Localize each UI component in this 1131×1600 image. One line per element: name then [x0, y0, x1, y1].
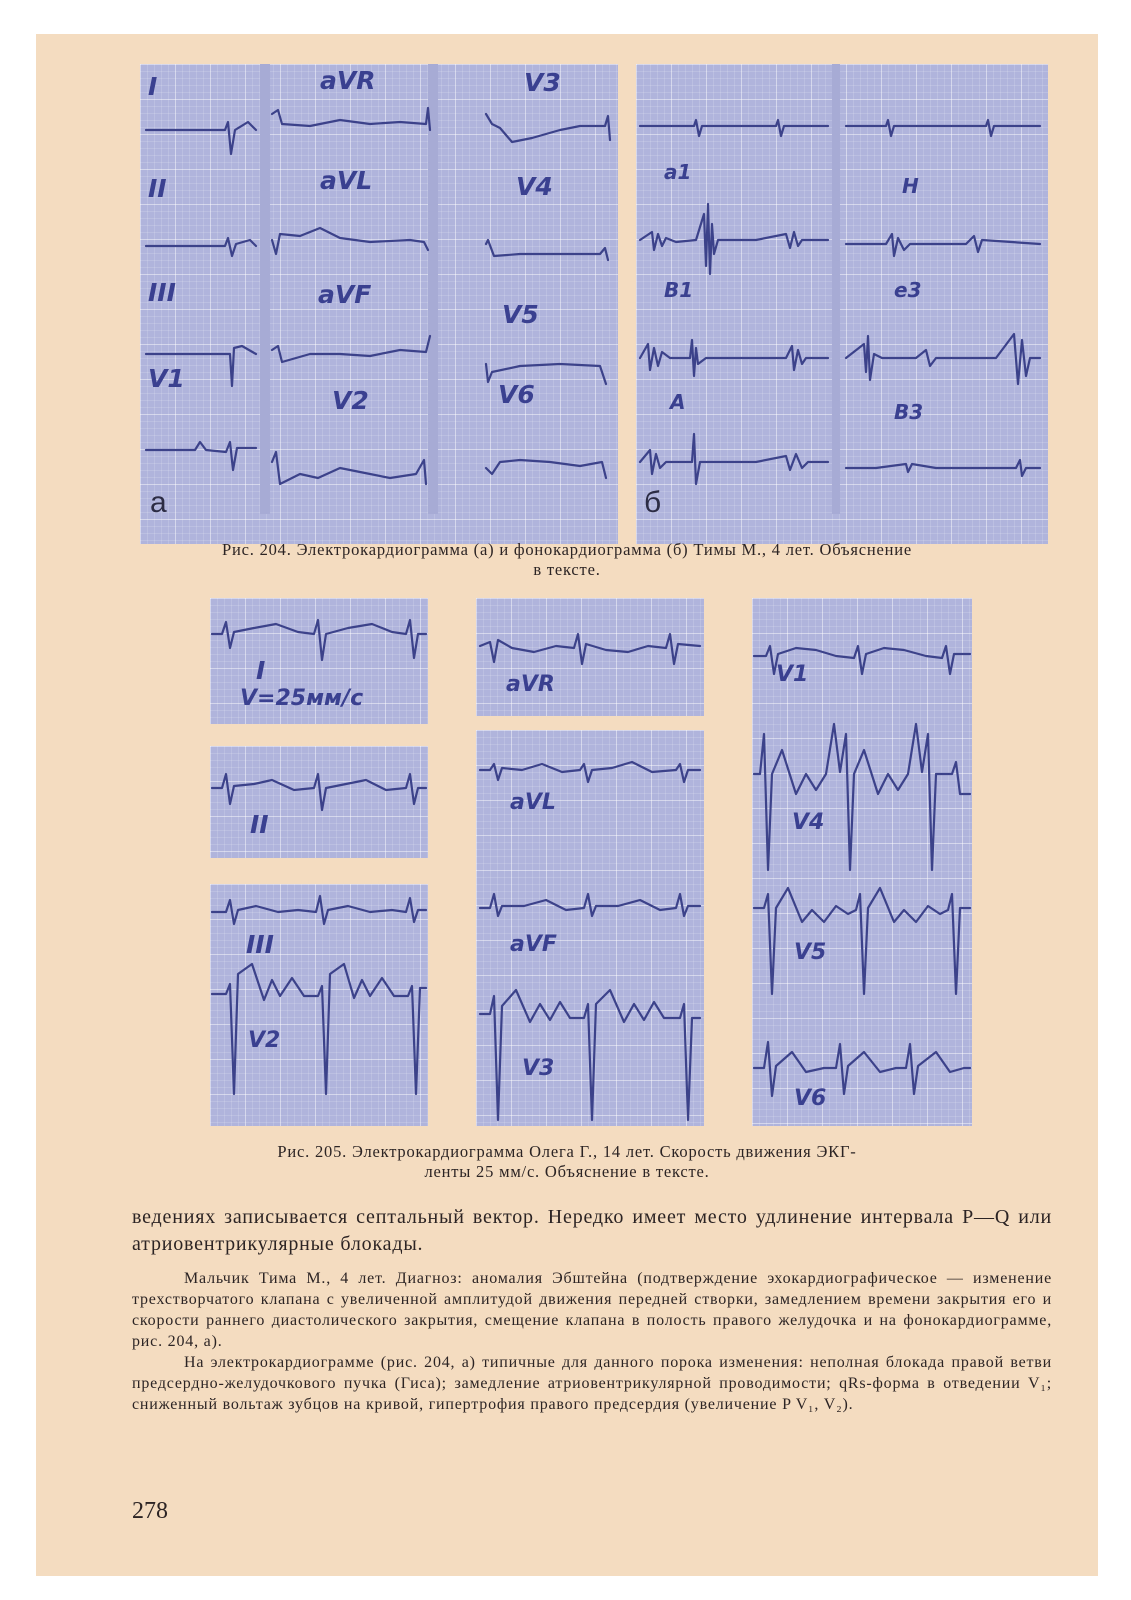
caption-204-line1: Рис. 204. Электрокардиограмма (а) и фонокардиограмма (б) Тимы М., 4 лет. Объяснение: [222, 540, 912, 559]
lead-label-A: A: [670, 390, 686, 414]
lead-label-a1: a1: [664, 160, 692, 184]
lead-label-V4-205: V4: [792, 810, 825, 835]
paragraph-case-description: Мальчик Тима М., 4 лет. Диагноз: аномалия Эбштейна (подтверждение эхокардиографическое — изменение трехстворчатого клапана с увеличенной амплитудой движения передней створки, замедлением времени закрытия его и скорости раннего диастолического закрытия, смещение клапана в полость правого желудочка и на фонокардиограмме, рис. 204, а).: [132, 1270, 1052, 1350]
lead-label-V3-205: V3: [522, 1056, 555, 1081]
lead-label-B1: B1: [664, 278, 694, 302]
lead-label-V1-205: V1: [776, 662, 809, 687]
lead-label-V4-204: V4: [516, 172, 553, 201]
lead-label-aVL-205: aVL: [510, 790, 556, 815]
lead-label-B3: B3: [894, 400, 924, 424]
lead-label-V6-204: V6: [498, 380, 535, 409]
lead-label-aVL-204: aVL: [320, 166, 373, 195]
lead-label-e3: e3: [894, 278, 922, 302]
lead-label-V5-205: V5: [794, 940, 827, 965]
caption-204-line2: в тексте.: [533, 560, 601, 579]
paragraph-septal-vector: ведениях записывается септальный вектор. Нередко имеет место удлинение интервала P—Q или атриовентрикулярные блокады.: [132, 1206, 1052, 1255]
lead-label-V2-205: V2: [248, 1028, 281, 1053]
body-text: [132, 1204, 1052, 1415]
speed-label: V=25мм/с: [240, 686, 364, 711]
page-number: 278: [132, 1498, 168, 1524]
lead-label-aVR-204: aVR: [320, 66, 376, 95]
lead-label-V2-204: V2: [332, 386, 369, 415]
lead-label-V3-204: V3: [524, 68, 561, 97]
lead-label-II-204: II: [148, 174, 167, 203]
lead-label-III-204: III: [148, 278, 176, 307]
lead-label-H: H: [902, 174, 919, 198]
lead-label-aVF-205: aVF: [510, 932, 557, 957]
panel-a-letter: а: [150, 486, 167, 519]
lead-label-V5-204: V5: [502, 300, 539, 329]
ecg-traces-205: [36, 34, 1098, 1144]
lead-label-I-204: I: [148, 72, 158, 101]
lead-label-V1-204: V1: [148, 364, 185, 393]
lead-label-II-205: II: [250, 810, 269, 839]
paragraph-ecg-findings: На электрокардиограмме (рис. 204, а) типичные для данного порока изменения: неполная блокада правой ветви предсердно-желудочкового пучка (Гиса); замедление атриовентрикулярной проводимости; qRs-форма в отведении V₁; сниженный вольтаж зубцов на кривой, гипертрофия правого предсердия (увеличение P V₁, V₂).: [132, 1354, 1052, 1413]
lead-label-aVR-205: aVR: [506, 672, 555, 697]
lead-label-aVF-204: aVF: [318, 280, 372, 309]
lead-label-V6-205: V6: [794, 1086, 827, 1111]
caption-205-line2: ленты 25 мм/с. Объяснение в тексте.: [424, 1162, 710, 1181]
panel-b-letter: б: [644, 486, 662, 519]
lead-label-III-205: III: [246, 930, 274, 959]
book-page: [36, 34, 1098, 1576]
caption-205-line1: Рис. 205. Электрокардиограмма Олега Г., 14 лет. Скорость движения ЭКГ-: [277, 1142, 857, 1161]
lead-label-I-205: I: [256, 656, 266, 685]
figure-205-caption: [36, 1142, 1098, 1182]
